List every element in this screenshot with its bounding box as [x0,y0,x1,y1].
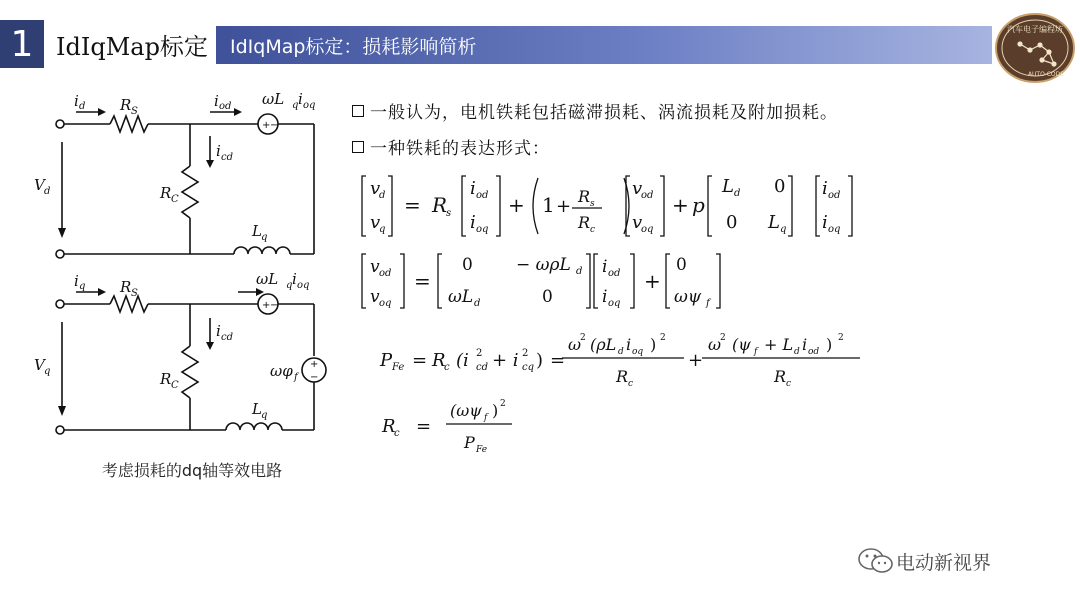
svg-text:1: 1 [542,193,555,217]
svg-text:i: i [216,322,221,340]
svg-text:q: q [286,280,293,291]
svg-text:−: − [270,120,279,131]
logo [994,12,1076,84]
page-title: IdIqMap标定 [56,32,208,61]
svg-text:i: i [626,335,632,354]
svg-text:R: R [578,187,591,206]
svg-text:R: R [160,370,172,388]
svg-text:oq: oq [297,280,310,291]
section-subtitle-bar [216,26,992,64]
svg-text:): ) [650,335,657,354]
svg-text:c: c [786,379,792,389]
svg-text:i: i [298,90,303,108]
svg-text:V: V [34,176,45,194]
svg-text:ωφ: ωφ [270,362,293,380]
svg-text:2: 2 [522,348,529,359]
svg-text:oq: oq [632,347,644,357]
svg-text:q: q [79,281,86,292]
svg-text:p: p [692,193,705,217]
svg-text:v: v [370,212,381,233]
svg-text:oq: oq [828,224,841,235]
svg-text:(ρL: (ρL [590,335,617,354]
svg-text:s: s [446,208,452,219]
equation-core-resistance [380,392,540,458]
svg-text:c: c [444,362,450,373]
svg-text:d: d [734,188,741,199]
svg-text:R: R [432,193,448,217]
d-axis-circuit [34,86,338,266]
svg-text:R: R [616,367,629,386]
square-bullet-icon [352,105,364,117]
svg-text:d: d [618,347,624,357]
svg-text:i: i [822,212,828,233]
svg-text:c: c [394,428,400,439]
svg-text:od: od [641,190,654,201]
svg-text:0: 0 [774,176,786,197]
equation-iron-loss [376,322,866,388]
svg-text:i: i [602,257,608,277]
svg-text:od: od [379,268,392,279]
svg-text:R: R [774,367,787,386]
svg-text:i: i [822,178,828,199]
svg-text:q: q [780,224,787,235]
svg-text:ω: ω [568,335,582,354]
svg-text:d: d [794,347,800,357]
svg-text:R: R [160,184,172,202]
svg-text:L: L [722,176,734,197]
svg-text:i: i [292,270,297,288]
svg-text:L: L [768,212,780,233]
svg-text:i: i [602,287,608,307]
svg-text:+ i: + i [492,350,519,371]
svg-text:cq: cq [522,362,535,373]
svg-text:f: f [484,413,488,423]
svg-text:od: od [219,101,232,112]
svg-text:0: 0 [726,212,738,233]
svg-text:(i: (i [456,350,469,371]
svg-text:+: + [556,196,572,217]
logo-text: 汽车电子编程坊 [1007,25,1063,34]
svg-text:od: od [608,268,621,279]
section-number: 1 [0,20,44,68]
svg-text:cd: cd [476,362,489,373]
svg-text:Fe: Fe [392,362,405,373]
svg-text:v: v [370,178,381,199]
svg-text:q: q [261,410,268,421]
svg-text:i: i [470,212,476,233]
watermark-text: 电动新视界 [896,551,992,574]
svg-text:C: C [171,194,179,205]
svg-text:R: R [382,416,396,437]
svg-text:+: + [688,350,704,371]
watermark [856,546,991,576]
svg-text:(ωψ: (ωψ [450,401,482,420]
svg-text:i: i [470,178,476,199]
bullet-expression: 一种铁耗的表达形式： [352,134,550,159]
svg-text:R: R [120,96,132,114]
svg-text:oq: oq [379,298,392,309]
svg-text:S: S [131,106,138,117]
svg-text:V: V [34,356,45,374]
svg-text:c: c [590,225,596,235]
equation-back-emf [358,248,738,314]
svg-text:+: + [262,120,271,131]
svg-text:S: S [131,288,138,299]
section-subtitle: IdIqMap标定：损耗影响简析 [230,35,477,58]
svg-text:=: = [412,350,428,371]
svg-text:i: i [74,92,79,110]
svg-text:): ) [492,401,499,420]
svg-text:cd: cd [221,152,234,163]
svg-text:od: od [808,347,820,357]
svg-text:d: d [79,101,86,112]
svg-text:): ) [826,335,833,354]
svg-text:0: 0 [542,287,553,307]
svg-text:q: q [261,232,268,243]
svg-text:R: R [578,213,591,232]
svg-text:oq: oq [303,100,316,111]
logo-subtext: AUTO·CODE [1027,71,1065,78]
svg-text:i: i [214,92,219,110]
circuit-caption: 考虑损耗的dq轴等效电路 [101,461,283,480]
svg-text:d: d [474,298,481,309]
svg-text:L: L [252,400,262,418]
svg-text:0: 0 [676,255,687,275]
svg-text:q: q [44,366,51,377]
svg-text:od: od [476,190,489,201]
svg-text:ωL: ωL [262,90,285,108]
wechat-icon [856,546,896,576]
svg-text:cd: cd [221,332,234,343]
svg-text:C: C [171,380,179,391]
svg-text:=: = [414,269,431,293]
svg-text:2: 2 [838,333,844,343]
svg-text:oq: oq [608,298,621,309]
svg-text:q: q [292,100,299,111]
svg-text:v: v [370,287,380,307]
svg-text:i: i [216,142,221,160]
svg-text:+: + [310,359,319,370]
svg-text:): ) [536,350,544,371]
bullet-iron-loss: 一般认为，电机铁耗包括磁滞损耗、涡流损耗及附加损耗。 [352,98,838,123]
svg-text:ωψ: ωψ [674,287,702,307]
svg-text:v: v [632,212,643,233]
svg-text:− ωρL: − ωρL [516,255,571,275]
svg-text:oq: oq [476,224,489,235]
svg-text:d: d [44,186,51,197]
svg-text:od: od [828,190,841,201]
square-bullet-icon [352,141,364,153]
svg-text:P: P [380,350,393,371]
svg-text:+: + [672,193,689,217]
svg-text:+: + [644,269,661,293]
svg-text:2: 2 [500,399,506,409]
q-axis-circuit [34,266,338,446]
svg-text:R: R [432,350,446,371]
svg-text:+: + [508,193,525,217]
svg-text:d: d [576,266,583,277]
svg-text:s: s [590,199,595,209]
svg-text:ωL: ωL [256,270,279,288]
svg-text:oq: oq [641,224,654,235]
svg-text:Fe: Fe [476,445,488,455]
svg-text:L: L [252,222,262,240]
svg-text:−: − [270,300,279,311]
svg-text:2: 2 [580,333,586,343]
svg-text:i: i [74,272,79,290]
svg-text:0: 0 [462,255,473,275]
svg-text:2: 2 [660,333,666,343]
svg-text:2: 2 [476,348,483,359]
svg-text:−: − [310,372,319,383]
svg-text:2: 2 [720,333,726,343]
svg-text:(ψ: (ψ [732,335,751,354]
svg-text:q: q [379,224,386,235]
svg-text:c: c [628,379,634,389]
svg-text:f: f [706,298,710,309]
svg-text:+ L: + L [764,335,794,354]
svg-text:d: d [379,190,386,201]
svg-text:P: P [464,433,475,452]
svg-text:ω: ω [708,335,722,354]
svg-text:f: f [294,372,298,383]
svg-text:ωL: ωL [448,287,474,307]
svg-text:f: f [754,347,758,357]
svg-text:i: i [802,335,808,354]
equation-voltage [358,168,858,244]
svg-text:=: = [416,416,432,437]
svg-text:=: = [404,193,421,217]
svg-text:+: + [262,300,271,311]
svg-text:=: = [550,350,566,371]
svg-text:v: v [632,178,643,199]
svg-text:R: R [120,278,132,296]
svg-text:v: v [370,257,380,277]
